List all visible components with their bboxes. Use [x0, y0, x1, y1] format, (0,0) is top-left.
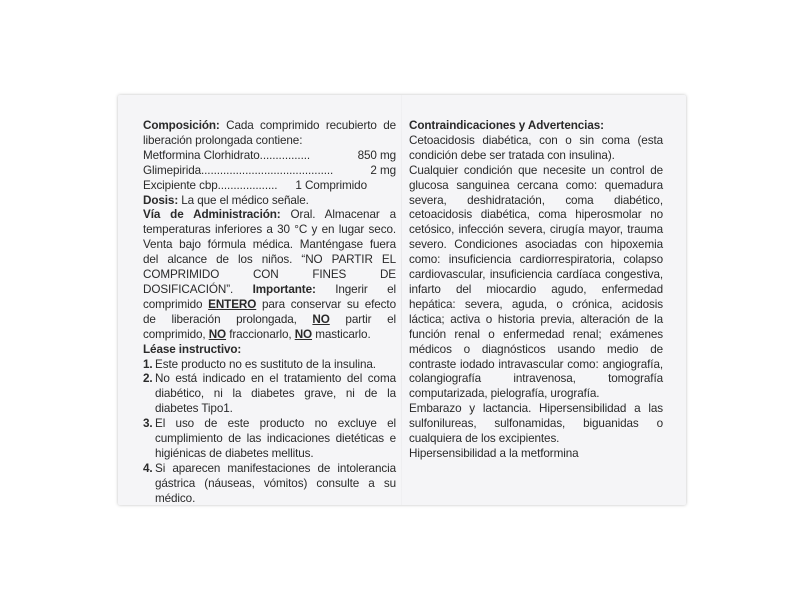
important-text-d: fraccionarlo, — [226, 327, 295, 341]
list-item — [143, 462, 396, 507]
package-back-panel — [118, 95, 686, 505]
ingredient-row — [143, 179, 396, 194]
list-item — [143, 417, 396, 462]
left-column — [143, 119, 396, 507]
list-item — [143, 358, 396, 373]
instructions-list — [143, 358, 396, 507]
right-column — [409, 119, 663, 462]
important-text-b: para conservar su efecto de liberación prolongada, — [143, 297, 396, 326]
important-label: Importante: — [252, 282, 316, 296]
ingredient-value: 850 mg — [357, 148, 396, 162]
administration-paragraph — [143, 208, 396, 342]
list-text: El uso de este producto no excluye el cumplimiento de las indicaciones dietéticas e higiénicas de diabetes mellitus. — [155, 417, 396, 460]
important-text-c: partir el comprimido, — [143, 312, 396, 341]
instructions-label: Léase instructivo: — [143, 342, 242, 356]
no-emphasis: NO — [294, 327, 313, 341]
dosage-label: Dosis: — [143, 193, 179, 207]
no-emphasis: NO — [208, 327, 227, 341]
ingredient-name: Metformina Clorhidrato................ — [143, 148, 311, 162]
list-text: Si aparecen manifestaciones de intolerancia gástrica (náuseas, vómitos) consulte a su médico. — [155, 461, 396, 505]
dosage-paragraph — [143, 194, 396, 209]
list-number: 4. — [143, 461, 153, 475]
list-number: 2. — [143, 372, 153, 386]
list-number: 3. — [143, 417, 153, 431]
contraindications-paragraph-3: Embarazo y lactancia. Hipersensibilidad a las sulfonilureas, sulfonamidas, biguanidas o cualquiera de los excipientes. — [409, 402, 663, 446]
ingredient-name: Excipiente cbp................... — [143, 178, 278, 192]
ingredient-value: 1 Comprimido — [295, 178, 367, 192]
list-item — [143, 372, 396, 417]
important-text-a: Ingerir el comprimido — [143, 282, 396, 311]
fold-line — [401, 95, 402, 505]
contraindications-paragraph-4: Hipersensibilidad a la metformina — [409, 446, 579, 460]
contraindications-paragraph-1: Cetoacidosis diabética, con o sin coma (esta condición debe ser tratada con insulina). — [409, 133, 663, 162]
contraindications-paragraph-2: Cualquier condición que necesite un control de glucosa sanguinea cercana como: quemadura severa, deshidratación, coma diabético, cetoacidosis diabética, coma hiperosmolar no cetósico, infección severa, cirugía mayor, trauma severo. Condiciones asociadas con hipoxemia como: insuficiencia cardiorrespiratoria, colapso cardiovascular, insuficiencia cardíaca congestiva, infarto del miocardio agudo, enfermedad hepática: severa, aguda, o crónica, acidosis láctica; activa o historia previa, alteración de la función renal o enfermedad renal; exámenes médicos o diagnósticos usando medio de contraste iodado intravascular como: angiografía, colangiografía intravenosa, tomografía computarizada, pielografía, urografía. — [409, 163, 663, 401]
composition-text: Cada comprimido recubierto de liberación prolongada contiene: — [143, 119, 396, 147]
ingredient-row — [143, 164, 396, 179]
dosage-text: La que el médico señale. — [178, 193, 309, 207]
ingredient-name: Glimepirida.......................................... — [143, 163, 334, 177]
administration-text: Oral. Almacenar a temperaturas inferiores a 30 °C y en lugar seco. Venta bajo fórmula médica. Manténgase fuera del alcance de los niños. “NO PARTIR EL COMPRIMIDO CON FINES DE DOSIFICACIÓN”. — [143, 208, 396, 296]
list-number: 1. — [143, 357, 153, 371]
list-text: Este producto no es sustituto de la insulina. — [155, 357, 376, 371]
ingredient-row — [143, 149, 396, 164]
administration-label: Vía de Administración: — [143, 208, 281, 222]
contraindications-title: Contraindicaciones y Advertencias: — [409, 119, 604, 132]
composition-paragraph — [143, 119, 396, 149]
entero-emphasis: ENTERO — [208, 297, 257, 311]
ingredient-value: 2 mg — [370, 163, 396, 177]
composition-label: Composición: — [143, 119, 220, 132]
important-text-e: masticarlo. — [312, 327, 371, 341]
list-text: No está indicado en el tratamiento del coma diabético, ni la diabetes grave, ni de la diabetes Tipo1. — [155, 372, 396, 416]
no-emphasis: NO — [312, 312, 330, 326]
